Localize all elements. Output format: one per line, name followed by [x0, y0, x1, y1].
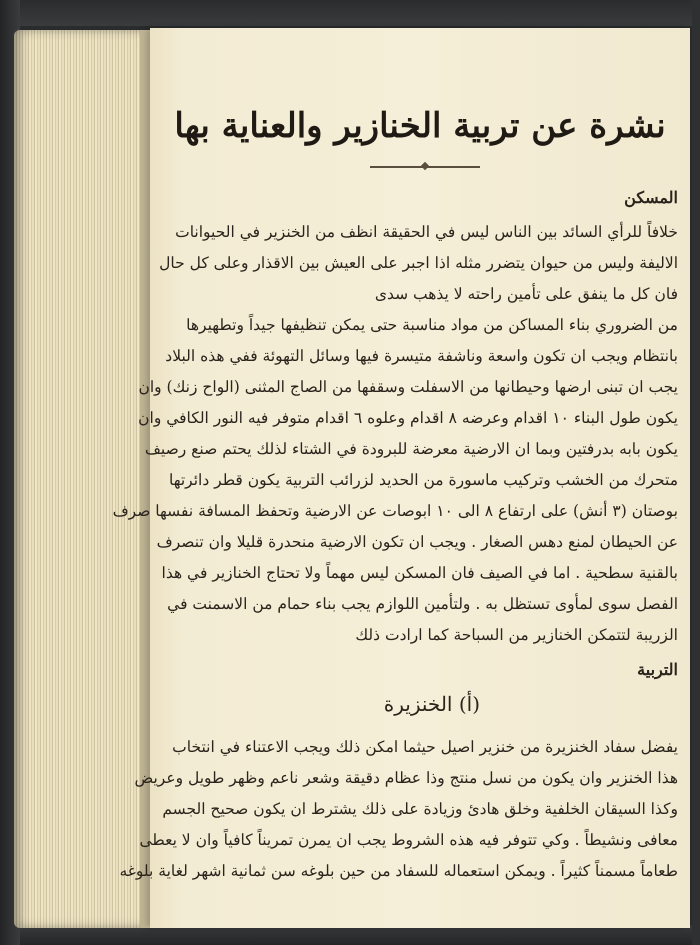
text-line: بوصتان (٣ أنش) على ارتفاع ٨ الى ١٠ ابوصات عن الارضية وتحفظ المسافة نفسها صرف: [112, 502, 678, 520]
book-cover-bottom: [0, 925, 700, 945]
text-line: يكون بابه بدرفتين وبما ان الارضية معرضة للبرودة في الشتاء لذلك يحتم صنع رصيف: [144, 440, 678, 458]
text-line: خلافاً للرأي السائد بين الناس ليس في الحقيقة انظف من الخنزير في الحيوانات: [175, 223, 678, 241]
text-line: بالقنية سطحية . اما في الصيف فان المسكن ليس مهماً ولا تحتاج الخنازير في هذا: [161, 564, 678, 582]
text-line: فان كل ما ينفق على تأمين راحته لا يذهب سدى: [374, 285, 678, 303]
text-line: الزريبة لتتمكن الخنازير من السباحة كما ارادت ذلك: [355, 626, 678, 644]
text-line: يجب ان تبنى ارضها وحيطانها من الاسفلت وسقفها من الصاج المثنى (الواح زنك) وان: [138, 378, 678, 396]
page-title: نشرة عن تربية الخنازير والعناية بها: [174, 106, 666, 146]
text-line: يفضل سفاد الخنزيرة من خنزير اصيل حيثما امكن ذلك ويجب الاعتناء في انتخاب: [172, 738, 678, 756]
text-line: طعاماً مسمناً كثيراً . ويمكن استعماله للسفاد من حين بلوغه سن ثمانية اشهر لغاية بلوغه: [119, 862, 678, 880]
text-line: متحرك من الخشب وتركيب ماسورة من الحديد لزرائب التربية يكون قطر دائرتها: [168, 471, 678, 489]
text-line: هذا الخنزير وان يكون من نسل منتج وذا عظام دقيقة وشعر ناعم وظهر طويل وعريض: [134, 769, 678, 787]
text-line: بانتظام ويجب ان تكون واسعة وناشفة متيسرة فيها وسائل التهوئة ففي هذه البلاد: [165, 347, 678, 365]
text-line: الاليفة وليس من حيوان يتضرر مثله اذا اجبر على العيش بين الاقذار وعلى كل حال: [159, 254, 678, 272]
text-line: الفصل سوى لمأوى تستظل به . ولتأمين اللوازم يجب بناء حمام من الاسمنت في: [167, 595, 678, 613]
text-line: يكون طول البناء ١٠ اقدام وعرضه ٨ اقدام وعلوه ٦ اقدام متوفر فيه النور الكافي وان: [138, 409, 678, 427]
book-cover-right: [692, 0, 700, 945]
title-divider: [370, 166, 480, 168]
text-line: معافى ونشيطاً . وكي تتوفر فيه هذه الشروط يجب ان يمرن تمريناً كافياً وان لا يعطى: [139, 831, 678, 849]
section-heading: المسكن: [624, 188, 678, 207]
text-line: وكذا السيقان الخلفية وخلق هادئ وزيادة على ذلك يشترط ان يكون صحيح الجسم: [162, 800, 678, 818]
page-stack: [14, 30, 154, 928]
book-cover-top: [0, 0, 700, 26]
section-subheading: (أ) الخنزيرة: [383, 692, 480, 716]
text-line: من الضروري بناء المساكن من مواد مناسبة حتى يمكن تنظيفها جيداً وتطهيرها: [186, 316, 678, 334]
text-line: عن الحيطان لمنع دهس الصغار . ويجب ان تكون الارضية منحدرة قليلا وان تنصرف: [156, 533, 678, 551]
section-heading: التربية: [637, 660, 678, 679]
